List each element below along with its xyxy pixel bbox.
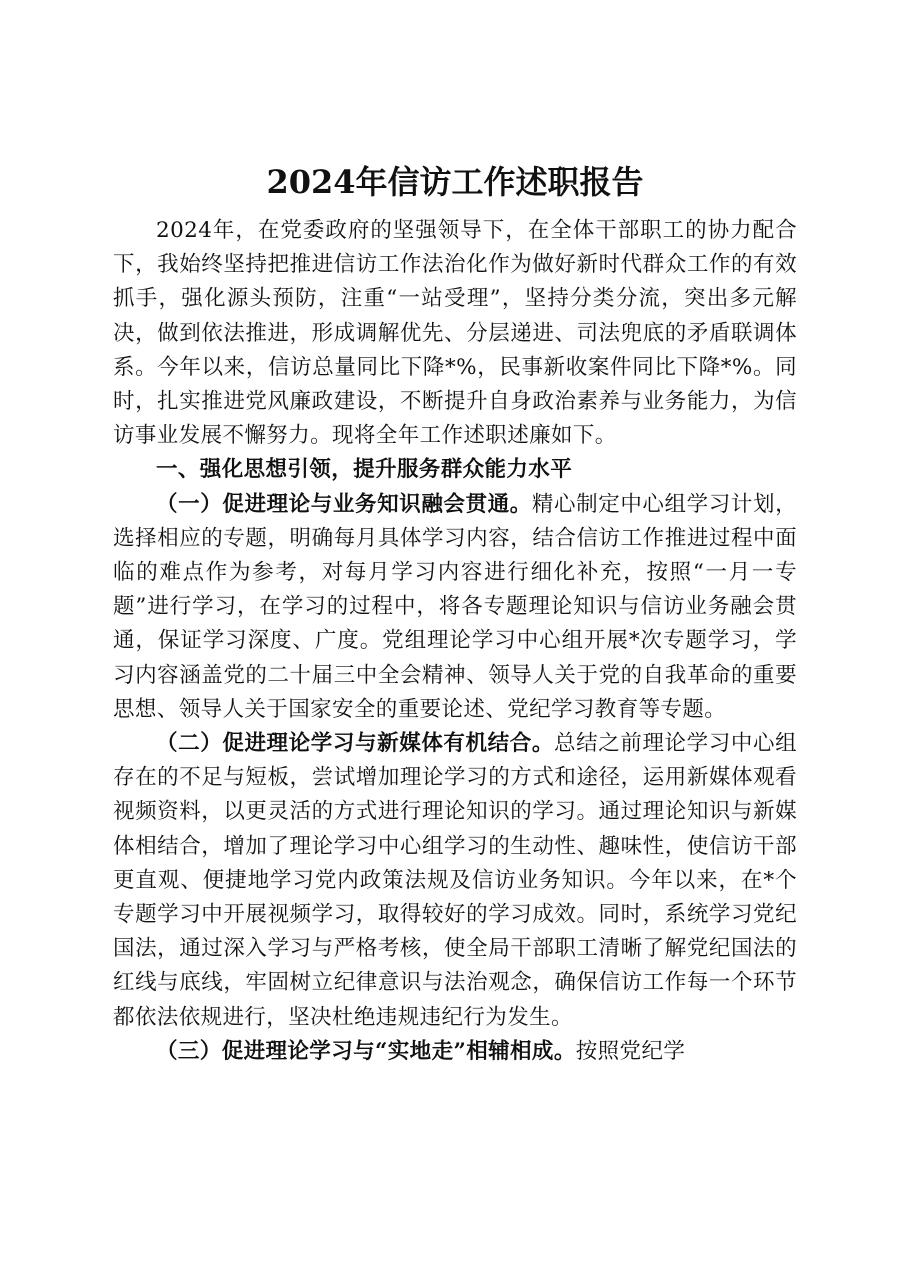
subsection-heading-2: （二）促进理论学习与新媒体有机结合。 [156, 731, 554, 757]
subsection-paragraph-3 [113, 1035, 797, 1069]
document-body [113, 158, 797, 1069]
document-title: 2024年信访工作述职报告 [266, 163, 644, 201]
subsection-body-1: 精心制定中心组学习计划，选择相应的专题，明确每月具体学习内容，结合信访工作推进过程中面临的难点作为参考，对每月学习内容进行细化补充，按照“一月一专题”进行学习，在学习的过程中，将各专题理论知识与信访业务融会贯通，保证学习深度、广度。党组理论学习中心组开展*次专题学习，学习内容涵盖党的二十届三中全会精神、领导人关于党的自我革命的重要思想、领导人关于国家安全的重要论述、党纪学习教育等专题。 [113, 491, 797, 722]
intro-paragraph: 2024年，在党委政府的坚强领导下，在全体干部职工的协力配合下，我始终坚持把推进信访工作法治化作为做好新时代群众工作的有效抓手，强化源头预防，注重“一站受理”，坚持分类分流，突出多元解决，做到依法推进，形成调解优先、分层递进、司法兜底的矛盾联调体系。今年以来，信访总量同比下降*%，民事新收案件同比下降*%。同时，扎实推进党风廉政建设，不断提升自身政治素养与业务能力，为信访事业发展不懈努力。现将全年工作述职述廉如下。 [113, 218, 797, 449]
subsection-body-2: 总结之前理论学习中心组存在的不足与短板，尝试增加理论学习的方式和途径，运用新媒体观看视频资料，以更灵活的方式进行理论知识的学习。通过理论知识与新媒体相结合，增加了理论学习中心组学习的生动性、趣味性，使信访干部更直观、便捷地学习党内政策法规及信访业务知识。今年以来，在*个专题学习中开展视频学习，取得较好的学习成效。同时，系统学习党纪国法，通过深入学习与严格考核，使全局干部职工清晰了解党纪国法的红线与底线，牢固树立纪律意识与法治观念，确保信访工作每一个环节都依法依规进行，坚决杜绝违规违纪行为发生。 [113, 731, 798, 1030]
subsection-paragraph-1 [113, 488, 797, 727]
section-heading-1: 一、强化思想引领，提升服务群众能力水平 [156, 457, 573, 483]
subsection-heading-1: （一）促进理论与业务知识融会贯通。 [156, 491, 532, 517]
subsection-body-3: 按照党纪学 [575, 1038, 686, 1064]
subsection-heading-3: （三）促进理论学习与“实地走”相辅相成。 [156, 1038, 576, 1064]
subsection-paragraph-2 [113, 727, 797, 1035]
